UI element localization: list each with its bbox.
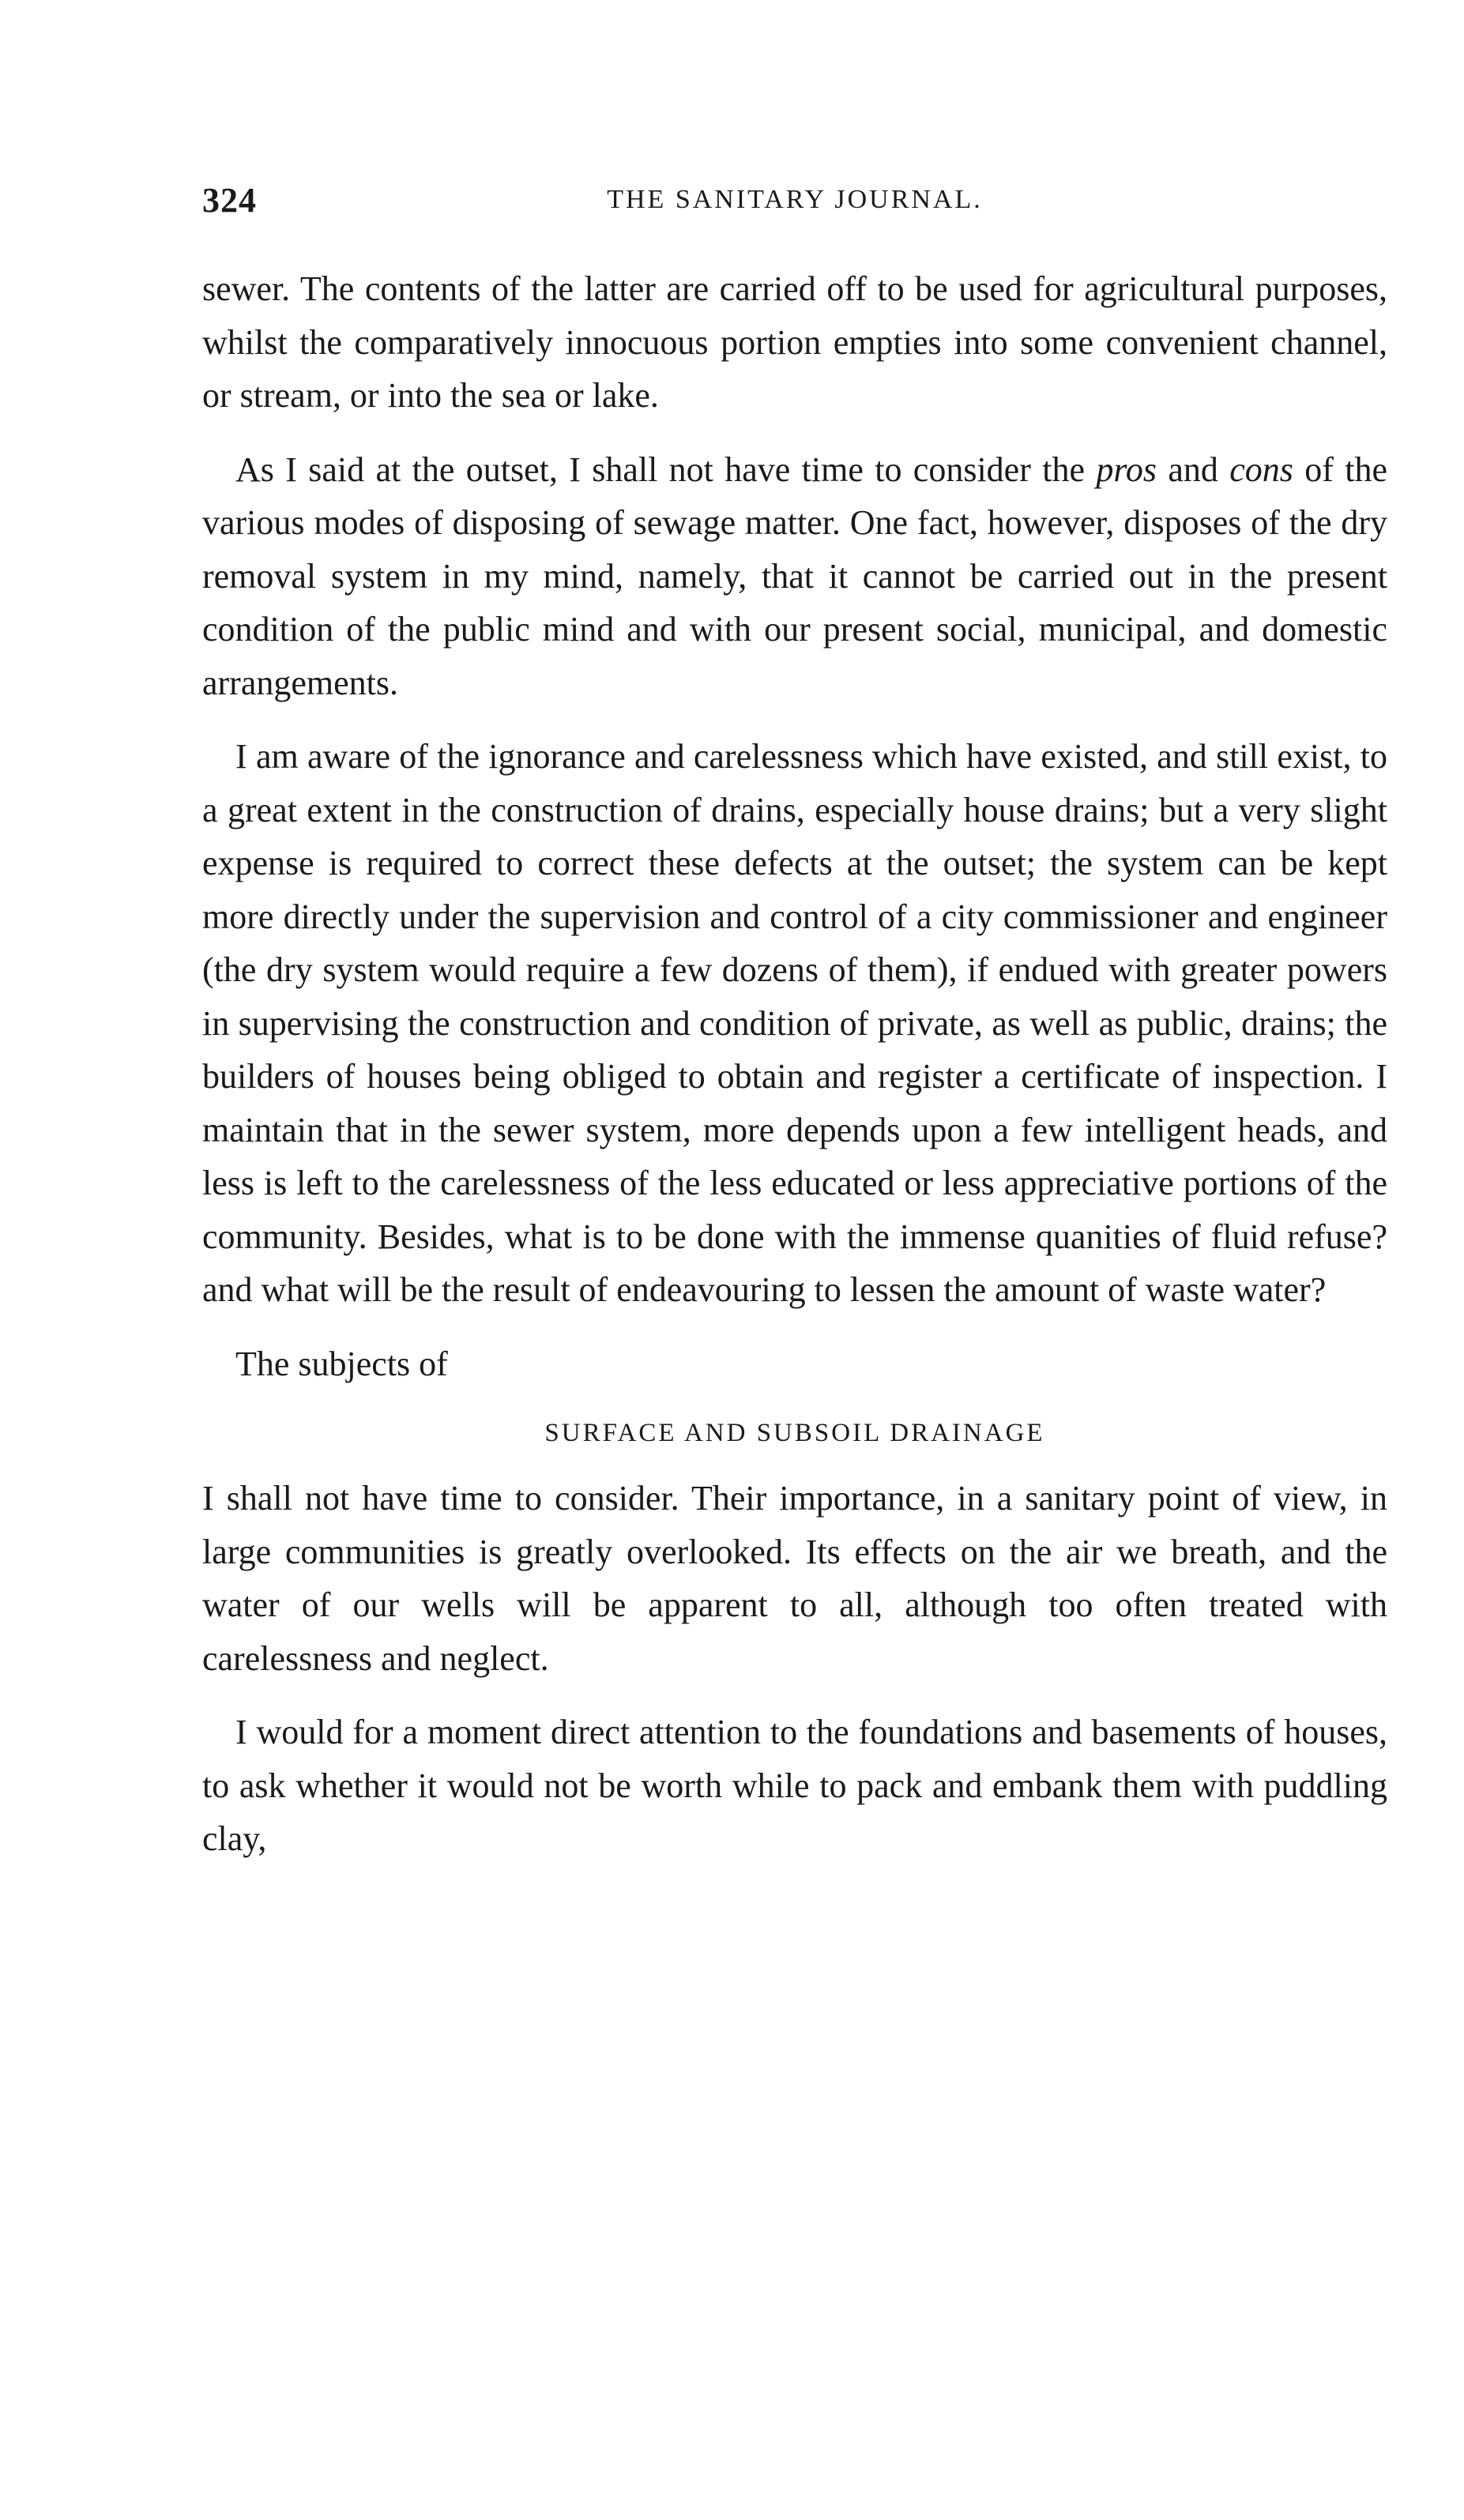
paragraph-5: I shall not have time to consider. Their importance, in a sanitary point of view, in large communities is greatly overlooked. Its effects on the air we breath, and the water of our wells will be apparent to all, although too often treated with carelessness and neglect. bbox=[202, 1479, 1387, 1678]
paragraph-1: sewer. The contents of the latter are carried off to be used for agricultural purposes, whilst the comparatively innocuous portion empties into some convenient channel, or stream, or into the sea or lake. bbox=[202, 269, 1387, 415]
paragraph-6: I would for a moment direct attention to the foundations and basements of houses, to ask whether it would not be worth while to pack and embank them with puddling clay, bbox=[202, 1713, 1387, 1858]
paragraph-2-text-c: of the various modes of disposing of sewage matter. One fact, however, disposes of the dry removal system in my mind, namely, that it cannot be carried out in the present condition of the public mind and with our present social, municipal, and domestic arrangements. bbox=[202, 449, 1387, 702]
paragraph-4: The subjects of bbox=[235, 1344, 448, 1383]
book-page bbox=[202, 180, 1387, 1886]
italic-pros: pros bbox=[1096, 449, 1157, 489]
paragraph-3: I am aware of the ignorance and carelessness which have existed, and still exist, to a great extent in the construction of drains, especially house drains; but a very slight expense is required to correct these defects at the outset; the system can be kept more directly under the supervision and control of a city commissioner and engineer (the dry system would require a few dozens of them), if endued with greater powers in supervising the construction and condition of private, as well as public, drains; the builders of houses being obliged to obtain and register a certificate of inspection. I maintain that in the sewer system, more depends upon a few intelligent heads, and less is left to the carelessness of the less educated or less appreciative portions of the community. Besides, what is to be done with the immense quanities of fluid refuse? and what will be the result of endeavouring to lessen the amount of waste water? bbox=[202, 737, 1387, 1309]
page-number: 324 bbox=[202, 181, 257, 220]
running-head bbox=[202, 180, 1387, 235]
section-heading: SURFACE AND SUBSOIL DRAINAGE bbox=[544, 1419, 1045, 1447]
paragraph-2-text-a: As I said at the outset, I shall not have time to consider the bbox=[235, 449, 1097, 489]
journal-title: THE SANITARY JOURNAL. bbox=[607, 185, 983, 214]
italic-cons: cons bbox=[1229, 449, 1293, 489]
paragraph-2 bbox=[202, 443, 1387, 710]
paragraph-2-text-b: and bbox=[1156, 449, 1230, 489]
